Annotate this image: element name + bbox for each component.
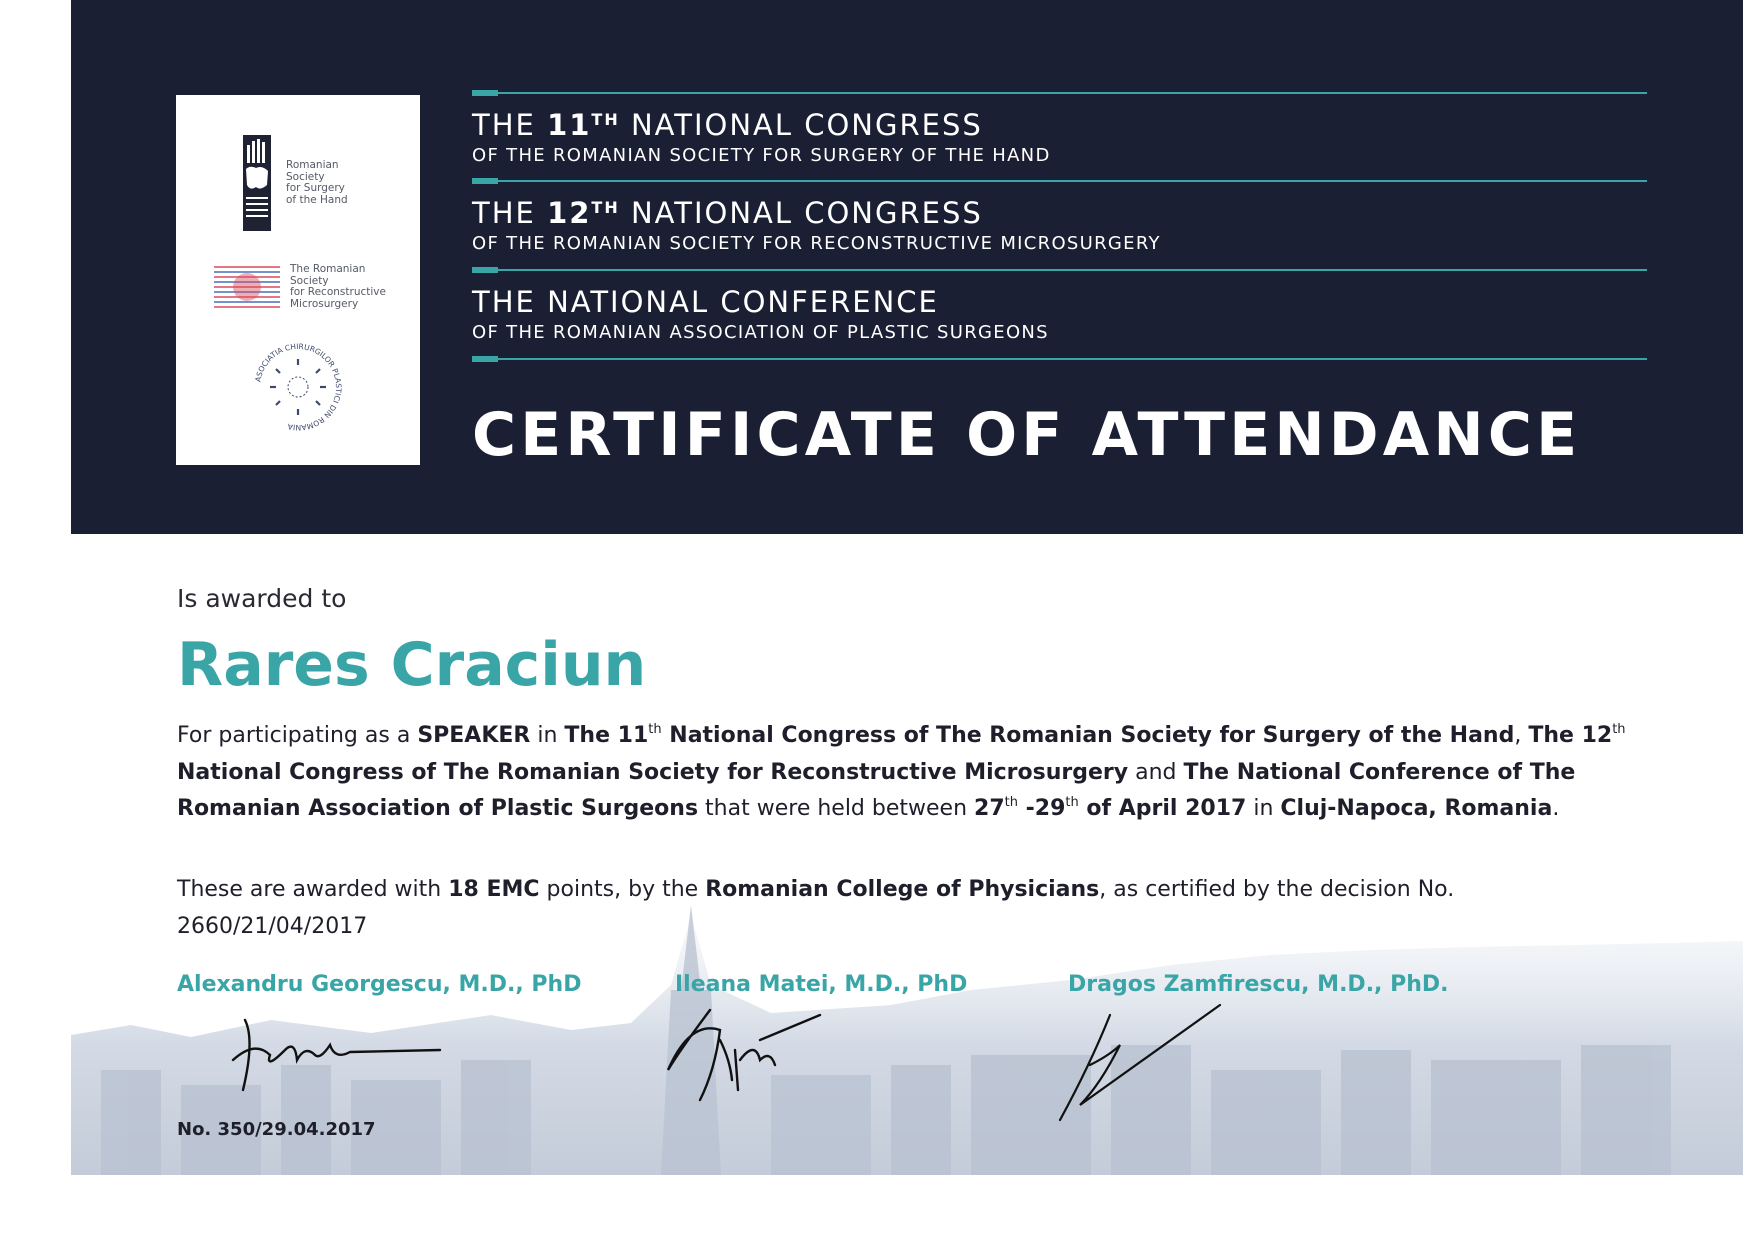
emc-points-statement: These are awarded with 18 EMC points, by the Romanian College of Physicians, as certified by the decision No. 2660/21/04/2017 (177, 877, 1455, 939)
congress-1-subtitle: OF THE ROMANIAN SOCIETY FOR SURGERY OF THE HAND (472, 145, 1051, 166)
microsurgery-stripes-icon (214, 263, 280, 311)
signatory-name: Ileana Matei, M.D., PhD (675, 972, 968, 997)
congress-2-title: THE 12TH NATIONAL CONGRESS (472, 196, 983, 230)
hand-society-logo-text: Romanian Society for Surgery of the Hand (286, 159, 348, 206)
certificate-number: No. 350/29.04.2017 (177, 1119, 376, 1140)
congress-1-title: THE 11TH NATIONAL CONGRESS (472, 108, 983, 142)
signature-georgescu (225, 1000, 445, 1100)
signature-matei (660, 1000, 830, 1110)
certificate-title: CERTIFICATE OF ATTENDANCE (472, 400, 1582, 470)
plastic-surgeons-badge-icon (248, 337, 348, 437)
signatory-name: Dragos Zamfirescu, M.D., PhD. (1068, 972, 1449, 997)
conference-title: THE NATIONAL CONFERENCE (472, 285, 939, 319)
hand-society-logo (242, 135, 348, 231)
participation-statement: For participating as a SPEAKER in The 11th National Congress of The Romanian Society for Surgery of the Hand, The 12th National Congress of The Romanian Society for Reconstructive Microsurgery and The National Conference of The Romanian Association of Plastic Surgeons that were held between 27th -29th of April 2017 in Cluj-Napoca, Romania. (177, 722, 1626, 821)
recipient-name: Rares Craciun (177, 630, 647, 700)
hand-logo-icon (242, 135, 272, 231)
header-rule (472, 269, 1647, 271)
signature-zamfirescu (1050, 995, 1230, 1125)
conference-subtitle: OF THE ROMANIAN ASSOCIATION OF PLASTIC SURGEONS (472, 322, 1049, 343)
svg-text:ASOCIATIA CHIRURGILOR PLASTICI: ASOCIATIA CHIRURGILOR PLASTICI DIN ROMANIA (253, 341, 344, 433)
logo-panel (176, 95, 420, 465)
header-rule (472, 180, 1647, 182)
microsurgery-society-logo (214, 263, 386, 311)
header-rule (472, 358, 1647, 360)
microsurgery-society-logo-text: The Romanian Society for Reconstructive Microsurgery (290, 263, 386, 310)
signatory-name: Alexandru Georgescu, M.D., PhD (177, 972, 582, 997)
congress-2-subtitle: OF THE ROMANIAN SOCIETY FOR RECONSTRUCTIVE MICROSURGERY (472, 233, 1161, 254)
awarded-to-label: Is awarded to (177, 584, 347, 613)
header-rule (472, 92, 1647, 94)
